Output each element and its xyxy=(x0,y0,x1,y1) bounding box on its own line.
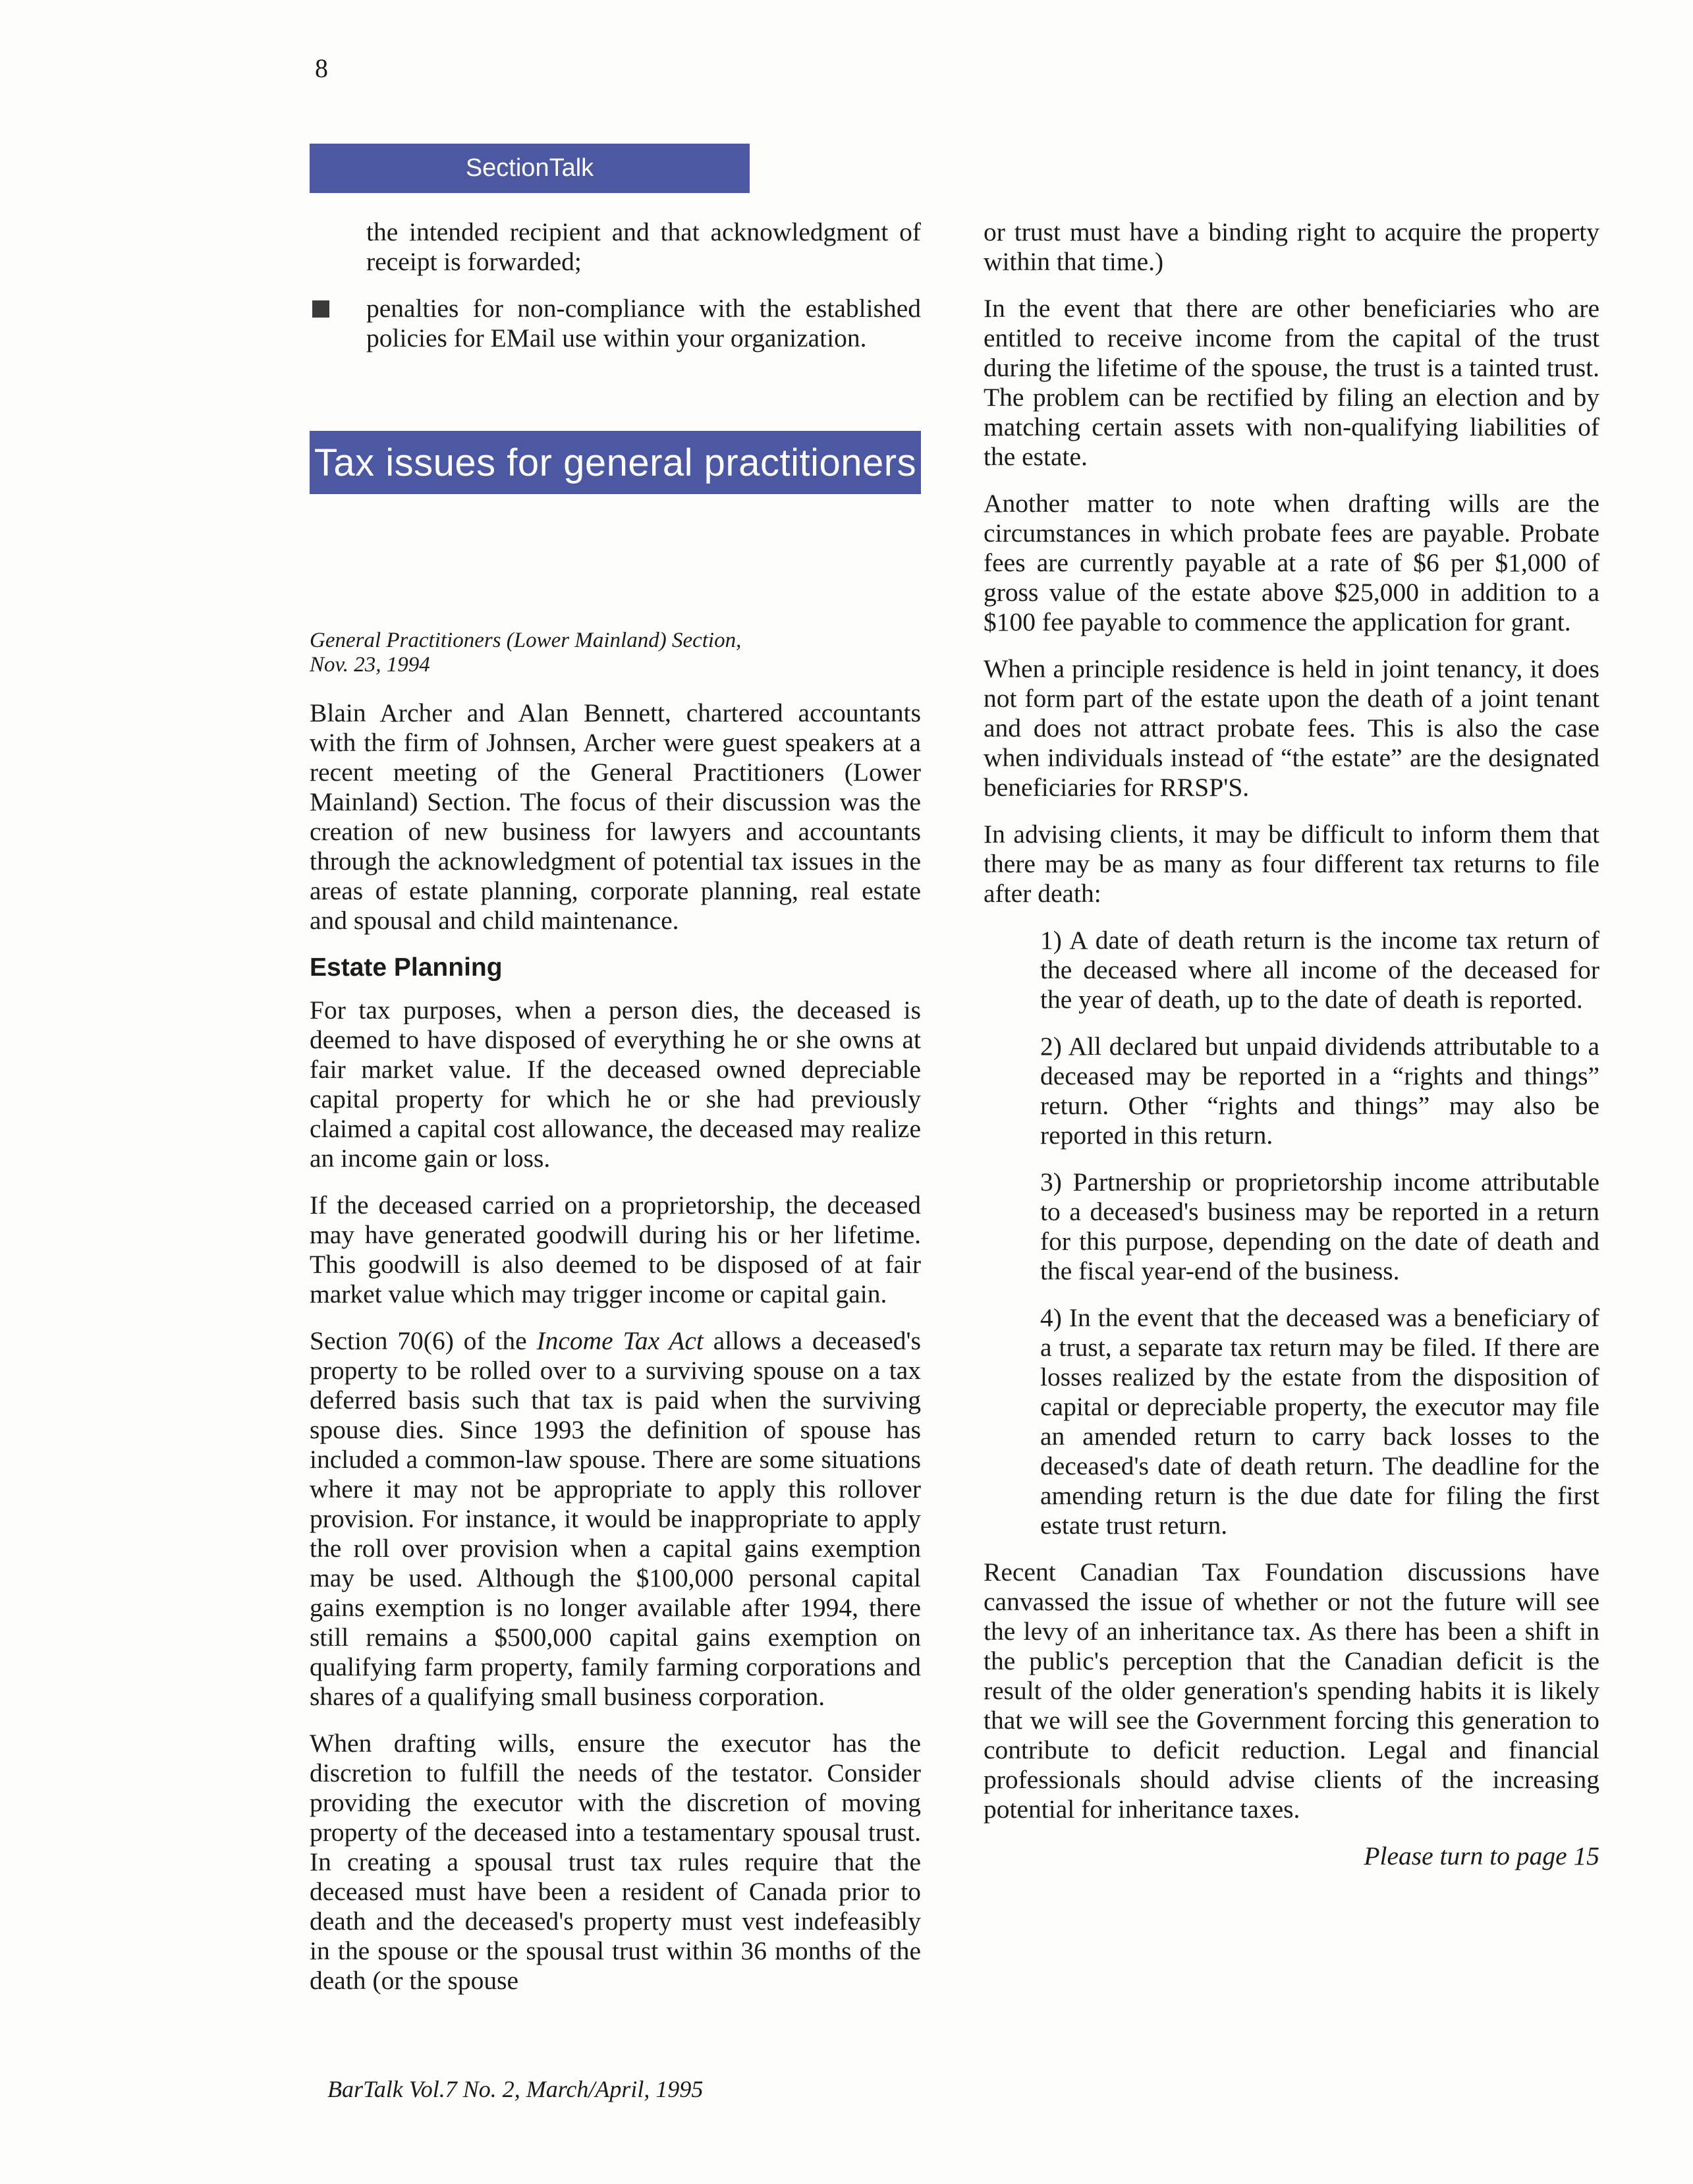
list-item: 4) In the event that the deceased was a beneficiary of a trust, a separate tax return may be filed. If there are losses realized by the estate from the disposition of capital or depreciable property, the executor may file an amended return to carry back losses to the deceased's date of death return. The deadline for the amending return is the due date for filing the first estate trust return. xyxy=(1040,1303,1599,1540)
paragraph: In the event that there are other beneficiaries who are entitled to receive income from the capital of the trust during the lifetime of the spouse, the trust is a tainted trust. The problem can be rectified by filing an election and by matching certain assets with non-qualifying liabilities of the estate. xyxy=(984,294,1599,471)
paragraph: or trust must have a binding right to acquire the property within that time.) xyxy=(984,217,1599,276)
footer: BarTalk Vol.7 No. 2, March/April, 1995 xyxy=(327,2076,704,2102)
headline-banner: Tax issues for general practitioners xyxy=(310,431,921,494)
paragraph: When drafting wills, ensure the executor has the discretion to fulfill the needs of the testator. Consider providing the executor with the discretion of moving property of the deceased into a testamentary spousal trust. In creating a spousal trust tax rules require that the deceased must have been a resident of Canada prior to death and the deceased's property must vest indefeasibly in the spouse or the spousal trust within 36 months of the death (or the spouse xyxy=(310,1729,921,1995)
paragraph xyxy=(310,1326,921,1712)
list-item: 2) All declared but unpaid dividends attributable to a deceased may be reported in a “rights and things” return. Other “rights and things” may also be reported in this return. xyxy=(1040,1032,1599,1150)
paragraph: Blain Archer and Alan Bennett, chartered accountants with the firm of Johnsen, Archer were guest speakers at a recent meeting of the General Practitioners (Lower Mainland) Section. The focus of their discussion was the creation of new business for lawyers and accountants through the acknowledgment of potential tax issues in the areas of estate planning, corporate planning, real estate and spousal and child maintenance. xyxy=(310,698,921,935)
bullet-square-icon xyxy=(312,300,329,318)
text-run: Section 70(6) of the xyxy=(310,1326,537,1355)
continued-note: Please turn to page 15 xyxy=(1364,1841,1599,1870)
right-column xyxy=(984,217,1599,1888)
paragraph: Recent Canadian Tax Foundation discussions have canvassed the issue of whether or not the future will see the levy of an inheritance tax. As there has been a shift in the public's perception that the Canadian deficit is the result of the older generation's spending habits it is likely that we will see the Government forcing this generation to contribute to deficit reduction. Legal and financial professionals should advise clients of the increasing potential for inheritance taxes. xyxy=(984,1557,1599,1824)
list-item: 1) A date of death return is the income tax return of the deceased where all income of the deceased for the year of death, up to the date of death is reported. xyxy=(1040,926,1599,1014)
byline-date: Nov. 23, 1994 xyxy=(310,653,430,677)
paragraph: If the deceased carried on a proprietorship, the deceased may have generated goodwill during his or her lifetime. This goodwill is also deemed to be disposed of at fair market value which may trigger income or capital gain. xyxy=(310,1190,921,1308)
bullet-continuation: the intended recipient and that acknowledgment of receipt is forwarded; xyxy=(366,217,921,276)
byline-section: General Practitioners (Lower Mainland) Section, xyxy=(310,629,742,652)
subheading-estate-planning: Estate Planning xyxy=(310,953,503,982)
paragraph: For tax purposes, when a person dies, the deceased is deemed to have disposed of everything he or she owns at fair market value. If the deceased owned depreciable capital property for which he or she had previously claimed a capital cost allowance, the deceased may realize an income gain or loss. xyxy=(310,995,921,1173)
page-number: 8 xyxy=(315,53,328,83)
byline xyxy=(310,629,921,677)
paragraph: In advising clients, it may be difficult to inform them that there may be as many as four different tax returns to file after death: xyxy=(984,820,1599,908)
bullet-item xyxy=(310,294,921,353)
text-run: allows a deceased's property to be rolled over to a surviving spouse on a tax deferred basis such that tax is paid when the surviving spouse dies. Since 1993 the definition of spouse has included a common-law spouse. There are some situations where it may not be appropriate to apply this rollover provision. For instance, it would be inappropriate to apply the roll over provision when a capital gains exemption may be used. Although the $100,000 personal capital gains exemption is no longer available after 1994, there still remains a $500,000 capital gains exemption on qualifying farm property, family farming corporations and shares of a qualifying small business corporation. xyxy=(310,1326,921,1711)
act-title: Income Tax Act xyxy=(536,1326,704,1355)
paragraph: Another matter to note when drafting wills are the circumstances in which probate fees are payable. Probate fees are currently payable at a rate of $6 per $1,000 of gross value of the estate above $25,000 in addition to a $100 fee payable to commence the application for grant. xyxy=(984,489,1599,636)
bullet-text: penalties for non-compliance with the established policies for EMail use within your organization. xyxy=(366,294,921,352)
list-item: 3) Partnership or proprietorship income attributable to a deceased's business may be reported in a return for this purpose, depending on the date of death and the fiscal year-end of the business. xyxy=(1040,1167,1599,1285)
paragraph: When a principle residence is held in joint tenancy, it does not form part of the estate upon the death of a joint tenant and does not attract probate fees. This is also the case when individuals instead of “the estate” are the designated beneficiaries for RRSP'S. xyxy=(984,654,1599,802)
section-banner: SectionTalk xyxy=(310,144,750,193)
